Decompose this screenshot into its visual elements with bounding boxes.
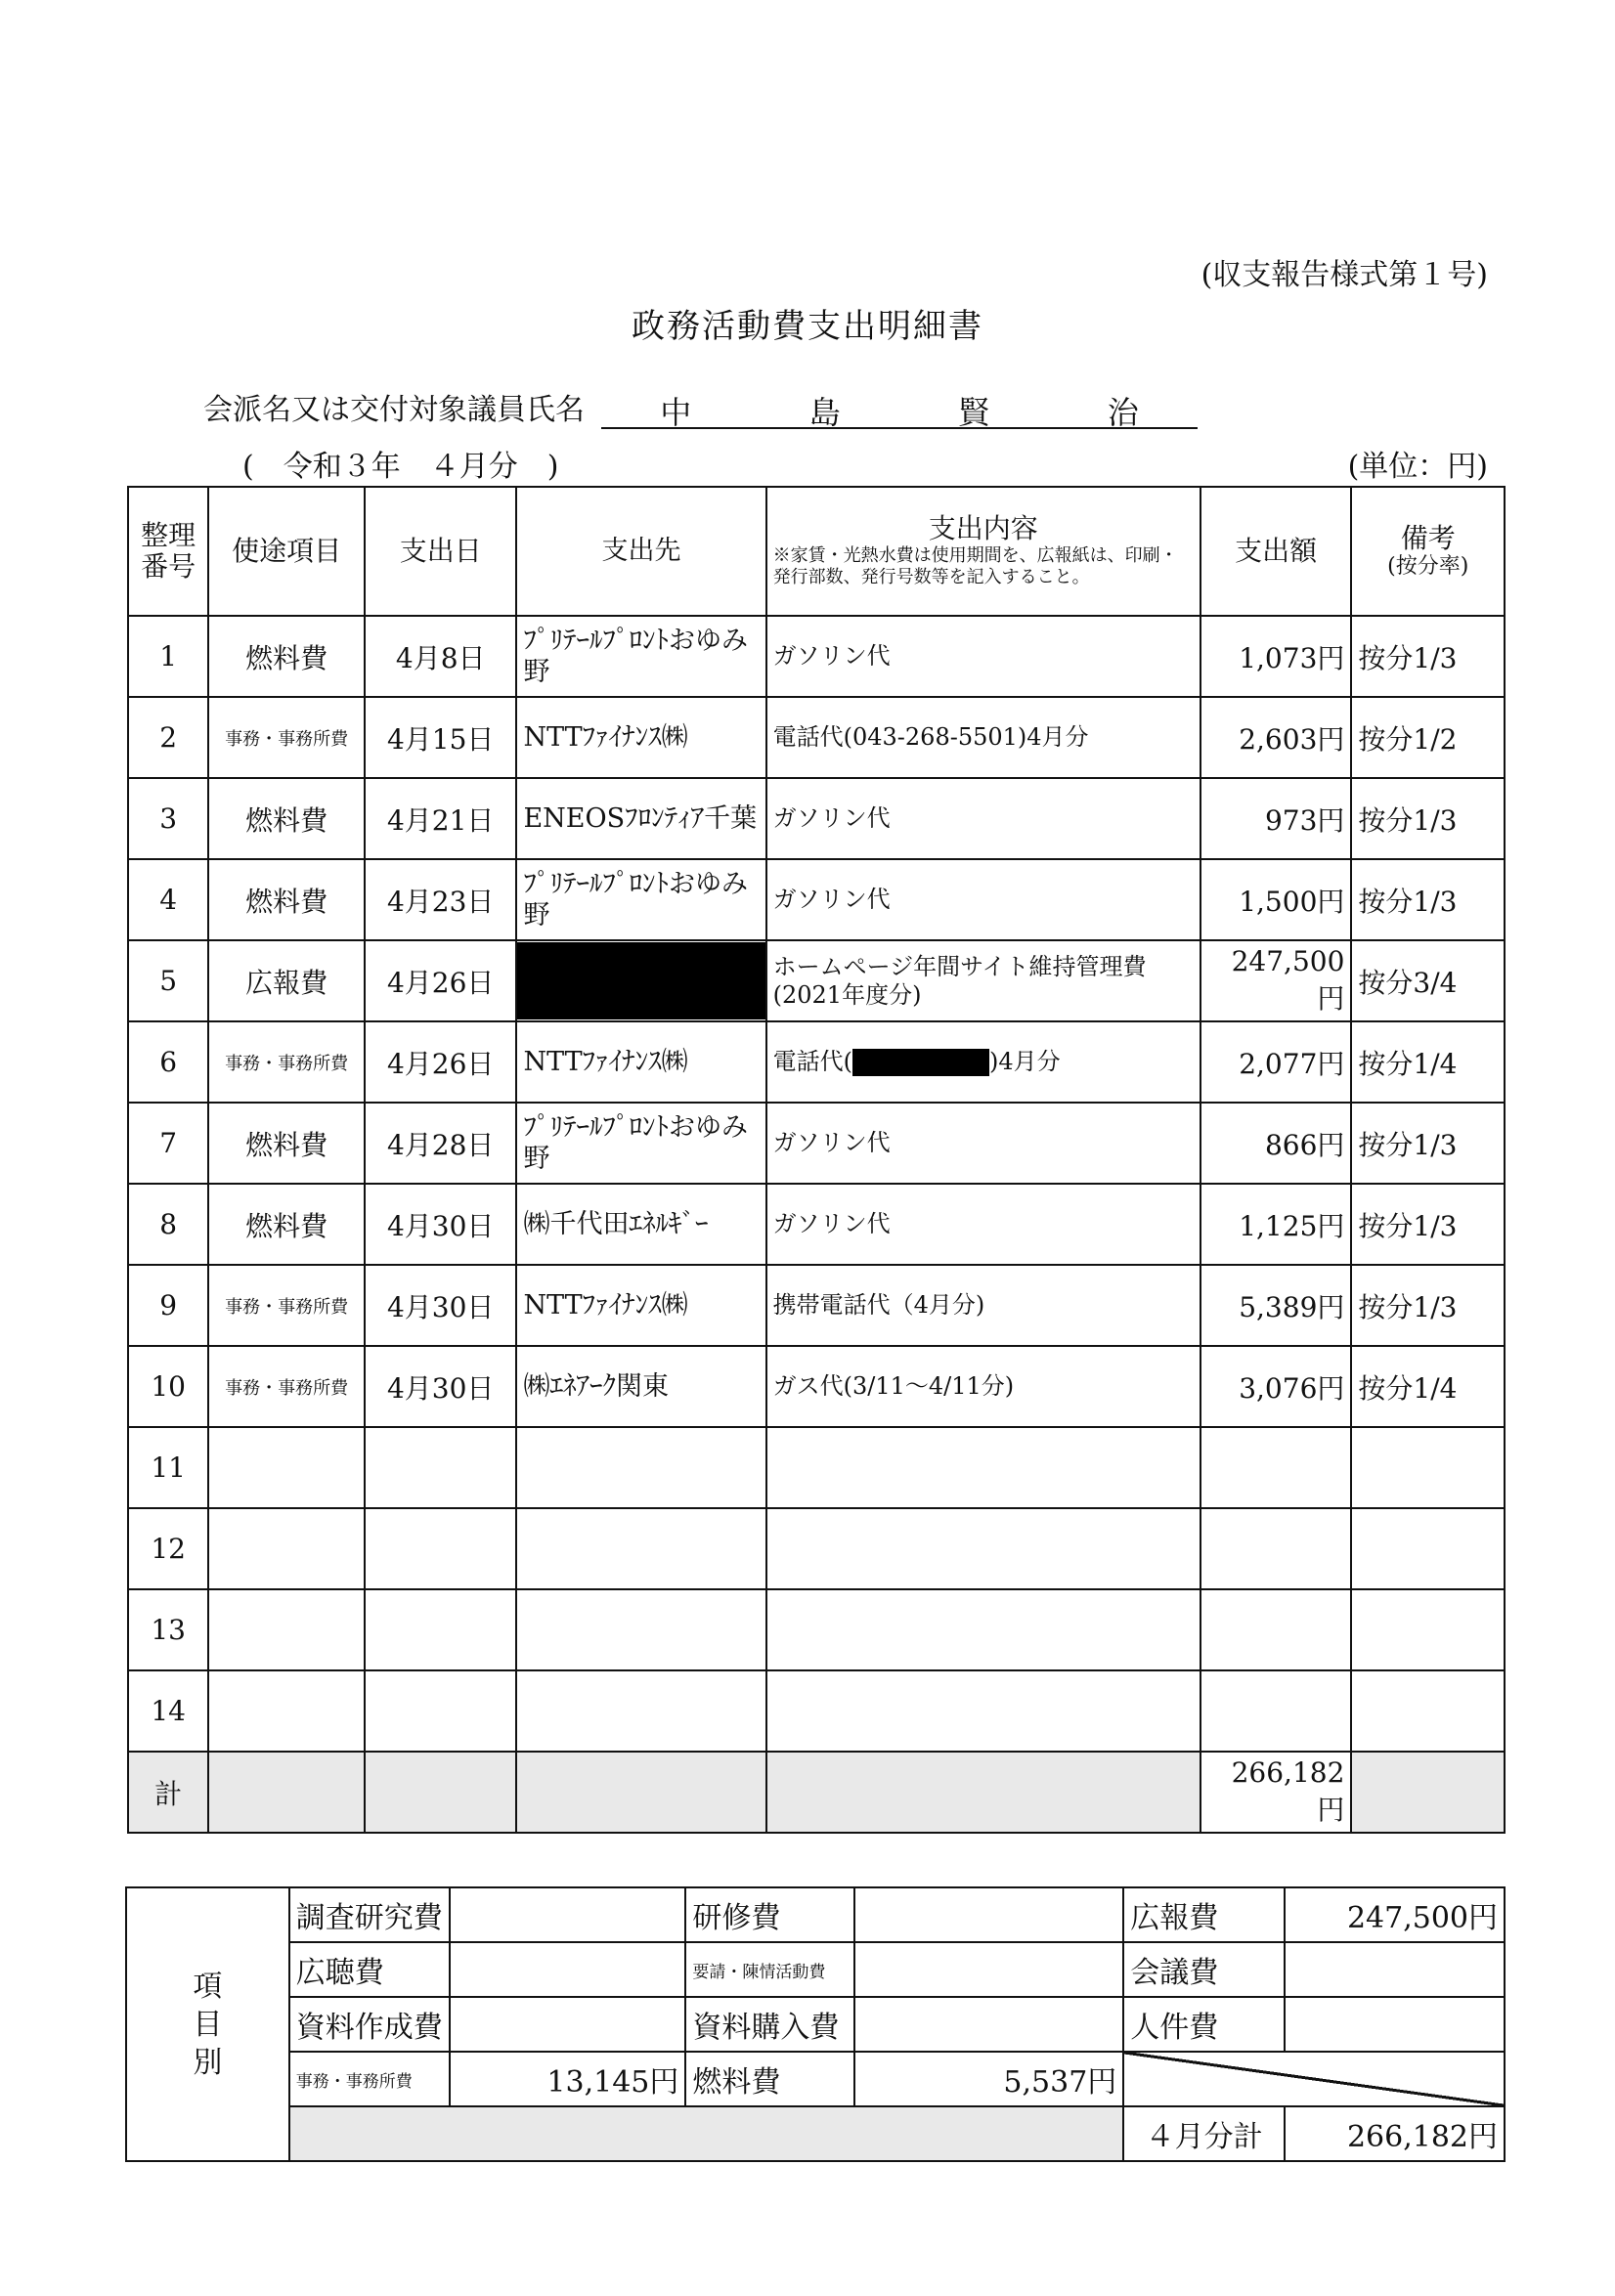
category-row — [126, 1942, 1505, 1997]
total-blank — [365, 1752, 517, 1833]
row-amount — [1200, 1427, 1352, 1508]
row-no: 12 — [128, 1508, 208, 1589]
period: ( 令和３年 ４月分 ) — [242, 450, 559, 484]
table-row — [128, 1427, 1505, 1508]
row-use: 燃料費 — [208, 616, 365, 697]
row-use — [208, 1427, 365, 1508]
header-no: 整理番号 — [128, 487, 208, 616]
table-row — [128, 1589, 1505, 1670]
name-char: 島 — [808, 394, 841, 431]
row-payee — [516, 1508, 765, 1589]
category-label: 資料作成費 — [289, 1997, 451, 2052]
desc-prefix: 電話代( — [772, 1047, 852, 1075]
row-note: 按分3/4 — [1351, 940, 1505, 1021]
row-desc: ガソリン代 — [766, 1184, 1200, 1265]
header-date: 支出日 — [365, 487, 517, 616]
row-use — [208, 1508, 365, 1589]
row-note: 按分1/2 — [1351, 697, 1505, 778]
row-amount — [1200, 1508, 1352, 1589]
row-date: 4月30日 — [365, 1346, 517, 1427]
row-amount: 1,073円 — [1200, 616, 1352, 697]
row-note — [1351, 1508, 1505, 1589]
row-desc: 電話代(043-268-5501)4月分 — [766, 697, 1200, 778]
header-note-title: 備考 — [1400, 522, 1456, 555]
row-note: 按分1/3 — [1351, 1184, 1505, 1265]
row-use — [208, 1589, 365, 1670]
row-amount: 973円 — [1200, 778, 1352, 859]
row-date — [365, 1670, 517, 1752]
table-row — [128, 940, 1505, 1021]
row-note: 按分1/3 — [1351, 778, 1505, 859]
row-no: 14 — [128, 1670, 208, 1752]
row-no: 5 — [128, 940, 208, 1021]
row-amount — [1200, 1589, 1352, 1670]
diagonal-strike-cell — [1123, 2052, 1505, 2106]
category-value — [450, 1887, 685, 1942]
row-desc — [766, 1589, 1200, 1670]
row-payee — [516, 940, 765, 1021]
row-use: 燃料費 — [208, 1184, 365, 1265]
redaction-block — [852, 1049, 989, 1076]
header-amount: 支出額 — [1200, 487, 1352, 616]
row-date: 4月28日 — [365, 1103, 517, 1184]
category-label: 事務・事務所費 — [289, 2052, 451, 2106]
row-amount: 5,389円 — [1200, 1265, 1352, 1346]
row-amount — [1200, 1670, 1352, 1752]
row-payee: ﾌﾟﾘﾃｰﾙﾌﾟﾛﾝﾄおゆみ野 — [516, 616, 765, 697]
header-desc — [766, 487, 1200, 616]
category-label: 資料購入費 — [685, 1997, 854, 2052]
desc-suffix: )4月分 — [989, 1047, 1061, 1075]
row-use: 事務・事務所費 — [208, 1021, 365, 1103]
header-desc-note: ※家賃・光熱水費は使用期間を、広報紙は、印刷・発行部数、発行号数等を記入すること。 — [772, 544, 1178, 588]
row-use: 燃料費 — [208, 859, 365, 940]
row-note: 按分1/3 — [1351, 1265, 1505, 1346]
row-no: 2 — [128, 697, 208, 778]
row-desc: 携帯電話代（4月分) — [766, 1265, 1200, 1346]
total-label: 計 — [128, 1752, 208, 1833]
section-label-text: 項目別 — [193, 1969, 223, 2080]
category-label: 燃料費 — [685, 2052, 854, 2106]
table-row — [128, 1265, 1505, 1346]
category-label: 広報費 — [1123, 1887, 1285, 1942]
row-payee: ENEOSﾌﾛﾝﾃｨｱ千葉 — [516, 778, 765, 859]
category-label: 調査研究費 — [289, 1887, 451, 1942]
row-amount: 3,076円 — [1200, 1346, 1352, 1427]
row-use — [208, 1670, 365, 1752]
table-row — [128, 1670, 1505, 1752]
row-payee: ﾌﾟﾘﾃｰﾙﾌﾟﾛﾝﾄおゆみ野 — [516, 859, 765, 940]
category-row — [126, 2052, 1505, 2106]
category-row — [126, 2106, 1505, 2161]
row-note: 按分1/4 — [1351, 1346, 1505, 1427]
category-value: 13,145円 — [450, 2052, 685, 2106]
row-date: 4月15日 — [365, 697, 517, 778]
row-amount: 866円 — [1200, 1103, 1352, 1184]
row-no: 7 — [128, 1103, 208, 1184]
row-no: 13 — [128, 1589, 208, 1670]
row-no: 6 — [128, 1021, 208, 1103]
row-date — [365, 1508, 517, 1589]
table-row — [128, 859, 1505, 940]
category-summary-table — [125, 1886, 1506, 2162]
row-note — [1351, 1589, 1505, 1670]
shaded-blank — [289, 2106, 1124, 2161]
row-payee — [516, 1589, 765, 1670]
row-payee: ﾌﾟﾘﾃｰﾙﾌﾟﾛﾝﾄおゆみ野 — [516, 1103, 765, 1184]
category-label: 研修費 — [685, 1887, 854, 1942]
row-no: 11 — [128, 1427, 208, 1508]
row-desc — [766, 1021, 1200, 1103]
total-blank — [208, 1752, 365, 1833]
category-value — [450, 1997, 685, 2052]
category-value — [854, 1942, 1123, 1997]
row-note: 按分1/4 — [1351, 1021, 1505, 1103]
row-desc: ガソリン代 — [766, 778, 1200, 859]
row-date: 4月23日 — [365, 859, 517, 940]
total-blank — [516, 1752, 765, 1833]
name-char: 賢 — [958, 394, 990, 431]
row-payee: NTTﾌｧｲﾅﾝｽ㈱ — [516, 1265, 765, 1346]
row-note — [1351, 1427, 1505, 1508]
category-row — [126, 1997, 1505, 2052]
row-date — [365, 1427, 517, 1508]
row-note: 按分1/3 — [1351, 859, 1505, 940]
month-total-value: 266,182円 — [1285, 2106, 1505, 2161]
row-date: 4月26日 — [365, 1021, 517, 1103]
total-blank — [1351, 1752, 1505, 1833]
month-total-label: ４月分計 — [1123, 2106, 1285, 2161]
category-value: 5,537円 — [854, 2052, 1123, 2106]
row-use: 広報費 — [208, 940, 365, 1021]
table-row — [128, 616, 1505, 697]
redaction-block — [517, 942, 764, 1019]
row-desc: ホームページ年間サイト維持管理費(2021年度分) — [766, 940, 1200, 1021]
section-label — [126, 1887, 289, 2161]
row-payee — [516, 1670, 765, 1752]
row-no: 10 — [128, 1346, 208, 1427]
row-payee — [516, 1427, 765, 1508]
category-label: 要請・陳情活動費 — [685, 1942, 854, 1997]
row-use: 事務・事務所費 — [208, 1265, 365, 1346]
row-date: 4月21日 — [365, 778, 517, 859]
category-value — [450, 1942, 685, 1997]
row-no: 3 — [128, 778, 208, 859]
row-no: 9 — [128, 1265, 208, 1346]
row-date: 4月30日 — [365, 1265, 517, 1346]
row-use: 事務・事務所費 — [208, 1346, 365, 1427]
category-value — [1285, 1942, 1505, 1997]
row-payee: NTTﾌｧｲﾅﾝｽ㈱ — [516, 697, 765, 778]
row-date: 4月30日 — [365, 1184, 517, 1265]
category-value — [854, 1997, 1123, 2052]
header-use: 使途項目 — [208, 487, 365, 616]
row-amount: 247,500円 — [1200, 940, 1352, 1021]
header-note-sub: (按分率) — [1387, 554, 1469, 580]
row-desc: ガソリン代 — [766, 1103, 1200, 1184]
row-use: 燃料費 — [208, 1103, 365, 1184]
header-note — [1351, 487, 1505, 616]
category-value — [1285, 1997, 1505, 2052]
name-char: 中 — [660, 394, 692, 431]
row-amount: 1,125円 — [1200, 1184, 1352, 1265]
row-date — [365, 1589, 517, 1670]
row-amount: 2,077円 — [1200, 1021, 1352, 1103]
row-desc — [766, 1427, 1200, 1508]
row-desc — [766, 1508, 1200, 1589]
member-name — [601, 388, 1198, 429]
row-desc — [766, 1670, 1200, 1752]
table-header-row — [128, 487, 1505, 616]
table-row — [128, 778, 1505, 859]
row-desc: ガス代(3/11～4/11分) — [766, 1346, 1200, 1427]
row-desc: ガソリン代 — [766, 616, 1200, 697]
row-payee: NTTﾌｧｲﾅﾝｽ㈱ — [516, 1021, 765, 1103]
document-title: 政務活動費支出明細書 — [632, 307, 983, 346]
form-number: (収支報告様式第１号) — [1200, 258, 1488, 292]
table-row — [128, 1021, 1505, 1103]
category-label: 会議費 — [1123, 1942, 1285, 1997]
name-char: 治 — [1107, 394, 1139, 431]
row-note: 按分1/3 — [1351, 1103, 1505, 1184]
table-row — [128, 1103, 1505, 1184]
expense-table — [127, 486, 1506, 1834]
total-row — [128, 1752, 1505, 1833]
table-row — [128, 1508, 1505, 1589]
total-blank — [766, 1752, 1200, 1833]
header-desc-title: 支出内容 — [928, 512, 1038, 545]
row-payee: ㈱ｴﾈｱｰｸ関東 — [516, 1346, 765, 1427]
row-date: 4月8日 — [365, 616, 517, 697]
row-no: 1 — [128, 616, 208, 697]
name-label: 会派名又は交付対象議員氏名 — [203, 393, 585, 427]
row-use: 燃料費 — [208, 778, 365, 859]
category-value — [854, 1887, 1123, 1942]
category-label: 広聴費 — [289, 1942, 451, 1997]
category-value: 247,500円 — [1285, 1887, 1505, 1942]
category-label: 人件費 — [1123, 1997, 1285, 2052]
row-no: 4 — [128, 859, 208, 940]
table-row — [128, 1346, 1505, 1427]
row-note: 按分1/3 — [1351, 616, 1505, 697]
row-payee: ㈱千代田ｴﾈﾙｷﾞｰ — [516, 1184, 765, 1265]
row-amount: 1,500円 — [1200, 859, 1352, 940]
row-note — [1351, 1670, 1505, 1752]
header-payee: 支出先 — [516, 487, 765, 616]
row-date: 4月26日 — [365, 940, 517, 1021]
total-amount: 266,182円 — [1200, 1752, 1352, 1833]
row-use: 事務・事務所費 — [208, 697, 365, 778]
category-row — [126, 1887, 1505, 1942]
table-row — [128, 1184, 1505, 1265]
row-desc: ガソリン代 — [766, 859, 1200, 940]
table-row — [128, 697, 1505, 778]
row-amount: 2,603円 — [1200, 697, 1352, 778]
unit-label: (単位：円) — [1347, 450, 1488, 484]
row-no: 8 — [128, 1184, 208, 1265]
